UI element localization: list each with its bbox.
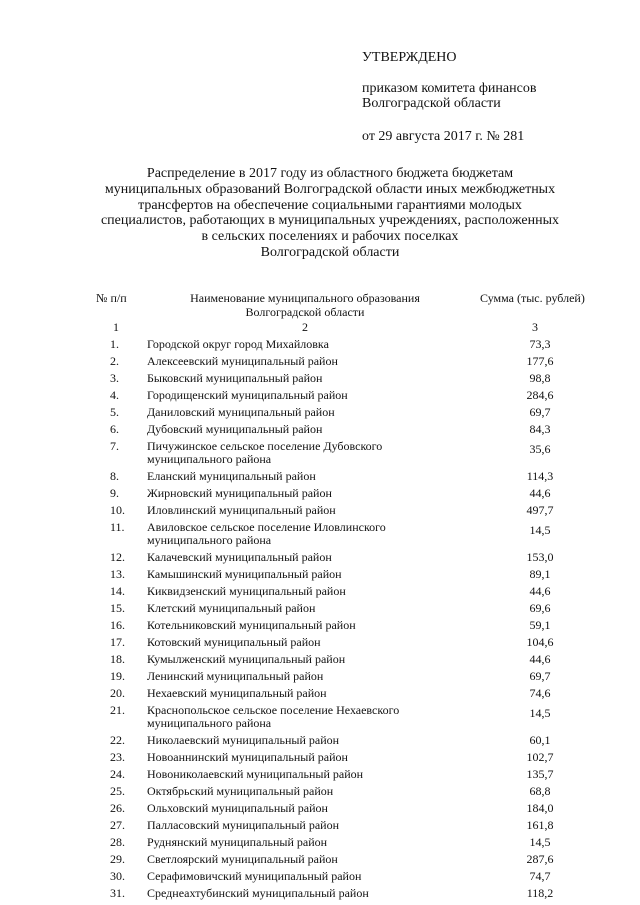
row-number: 5. (110, 405, 119, 419)
row-number: 4. (110, 388, 119, 402)
municipality-name (147, 870, 447, 883)
document-heading (70, 166, 590, 261)
row-number: 6. (110, 422, 119, 436)
municipality-name-line: Краснопольское сельское поселение Нехаевского (147, 703, 400, 717)
table-row (0, 338, 640, 355)
approval-date: от 29 августа 2017 г. № 281 (362, 129, 525, 144)
approval-title: УТВЕРЖДЕНО (362, 50, 457, 65)
municipality-name (147, 751, 447, 764)
amount-value: 98,8 (529, 371, 551, 385)
column-number-1: 1 (113, 320, 119, 334)
amount-value: 74,7 (529, 869, 551, 883)
municipality-name-line: Кумылженский муниципальный район (147, 652, 346, 666)
municipality-name (147, 568, 447, 581)
municipality-name-line: муниципального района (147, 716, 272, 730)
approval-line-2: Волгоградской области (362, 96, 501, 111)
municipality-name-line: Серафимовичский муниципальный район (147, 869, 362, 883)
column-number-2: 2 (302, 320, 308, 334)
amount-value: 69,7 (529, 669, 551, 683)
row-number: 2. (110, 354, 119, 368)
municipality-name (147, 338, 447, 351)
municipality-name-line: Даниловский муниципальный район (147, 405, 335, 419)
table-row (0, 406, 640, 423)
table-row (0, 836, 640, 853)
row-number: 25. (110, 784, 125, 798)
municipality-name-line: Алексеевский муниципальный район (147, 354, 338, 368)
row-number: 28. (110, 835, 125, 849)
heading-line: в сельских поселениях и рабочих поселках (201, 229, 459, 245)
row-number: 13. (110, 567, 125, 581)
heading-line: специалистов, работающих в муниципальных учреждениях, расположенных (100, 213, 560, 229)
amount-value: 104,6 (526, 635, 554, 649)
table-row (0, 853, 640, 870)
amount-value: 287,6 (526, 852, 554, 866)
amount-value: 135,7 (526, 767, 554, 781)
amount-value: 14,5 (529, 523, 551, 537)
municipality-name (147, 785, 447, 798)
allocation-table (0, 338, 640, 904)
municipality-name (147, 487, 447, 500)
municipality-name-line: Палласовский муниципальный район (147, 818, 339, 832)
municipality-name-line: Октябрьский муниципальный район (147, 784, 334, 798)
municipality-name-line: Николаевский муниципальный район (147, 733, 340, 747)
row-number: 20. (110, 686, 125, 700)
row-number: 27. (110, 818, 125, 832)
row-number: 29. (110, 852, 125, 866)
table-row (0, 619, 640, 636)
row-number: 18. (110, 652, 125, 666)
amount-value: 59,1 (529, 618, 551, 632)
municipality-name (147, 619, 447, 632)
amount-value: 35,6 (529, 442, 551, 456)
municipality-name (147, 768, 447, 781)
row-number: 7. (110, 439, 119, 453)
column-header-number: № п/п (96, 291, 127, 305)
table-row (0, 734, 640, 751)
municipality-name-line: Ольховский муниципальный район (147, 801, 328, 815)
table-row (0, 653, 640, 670)
amount-value: 44,6 (529, 584, 551, 598)
amount-value: 69,7 (529, 405, 551, 419)
approval-block (362, 50, 536, 144)
amount-value: 177,6 (526, 354, 554, 368)
municipality-name-line: Киквидзенский муниципальный район (147, 584, 346, 598)
row-number: 3. (110, 371, 119, 385)
column-header-name-line-1: Наименование муниципального образования (190, 291, 420, 305)
amount-value: 14,5 (529, 706, 551, 720)
amount-value: 89,1 (529, 567, 551, 581)
table-row (0, 768, 640, 785)
municipality-name (147, 372, 447, 385)
municipality-name (147, 636, 447, 649)
row-number: 16. (110, 618, 125, 632)
table-row (0, 636, 640, 653)
amount-value: 74,6 (529, 686, 551, 700)
table-row (0, 551, 640, 568)
table-row (0, 389, 640, 406)
municipality-name-line: Быковский муниципальный район (147, 371, 323, 385)
municipality-name-line: Жирновский муниципальный район (147, 486, 332, 500)
row-number: 14. (110, 584, 125, 598)
column-header-name-line-2: Волгоградской области (245, 305, 365, 319)
approval-line-1: приказом комитета финансов (362, 81, 537, 96)
municipality-name-line: Ленинский муниципальный район (147, 669, 324, 683)
row-number: 30. (110, 869, 125, 883)
amount-value: 68,8 (529, 784, 551, 798)
column-number-3: 3 (532, 320, 538, 334)
municipality-name (147, 504, 447, 517)
row-number: 9. (110, 486, 119, 500)
municipality-name-line: Новоаннинский муниципальный район (147, 750, 348, 764)
municipality-name-line: Камышинский муниципальный район (147, 567, 342, 581)
amount-value: 497,7 (526, 503, 554, 517)
amount-value: 118,2 (526, 886, 554, 900)
municipality-name-line: муниципального района (147, 452, 272, 466)
table-row (0, 704, 640, 734)
row-number: 19. (110, 669, 125, 683)
table-row (0, 504, 640, 521)
amount-value: 44,6 (529, 652, 551, 666)
municipality-name (147, 521, 447, 547)
municipality-name (147, 440, 447, 466)
amount-value: 60,1 (529, 733, 551, 747)
municipality-name (147, 853, 447, 866)
municipality-name (147, 802, 447, 815)
municipality-name (147, 585, 447, 598)
row-number: 17. (110, 635, 125, 649)
municipality-name (147, 406, 447, 419)
municipality-name-line: Котовский муниципальный район (147, 635, 321, 649)
amount-value: 84,3 (529, 422, 551, 436)
municipality-name-line: Калачевский муниципальный район (147, 550, 332, 564)
amount-value: 184,0 (526, 801, 554, 815)
municipality-name-line: Котельниковский муниципальный район (147, 618, 356, 632)
heading-line: Распределение в 2017 году из областного бюджета бюджетам (146, 166, 514, 181)
row-number: 12. (110, 550, 125, 564)
municipality-name-line: Клетский муниципальный район (147, 601, 316, 615)
row-number: 1. (110, 337, 119, 351)
municipality-name-line: Авиловское сельское поселение Иловлинского (147, 520, 386, 534)
amount-value: 114,3 (526, 469, 554, 483)
amount-value: 69,6 (529, 601, 551, 615)
municipality-name (147, 836, 447, 849)
table-row (0, 521, 640, 551)
municipality-name-line: муниципального района (147, 533, 272, 547)
table-row (0, 785, 640, 802)
municipality-name (147, 470, 447, 483)
amount-value: 284,6 (526, 388, 554, 402)
municipality-name-line: Нехаевский муниципальный район (147, 686, 327, 700)
row-number: 10. (110, 503, 125, 517)
table-row (0, 670, 640, 687)
municipality-name-line: Еланский муниципальный район (147, 469, 316, 483)
municipality-name (147, 602, 447, 615)
municipality-name (147, 887, 447, 900)
municipality-name (147, 819, 447, 832)
municipality-name (147, 704, 447, 730)
table-row (0, 585, 640, 602)
table-row (0, 870, 640, 887)
row-number: 22. (110, 733, 125, 747)
table-row (0, 802, 640, 819)
table-row (0, 423, 640, 440)
amount-value: 14,5 (529, 835, 551, 849)
municipality-name (147, 653, 447, 666)
row-number: 8. (110, 469, 119, 483)
amount-value: 44,6 (529, 486, 551, 500)
municipality-name (147, 670, 447, 683)
municipality-name-line: Городищенский муниципальный район (147, 388, 348, 402)
municipality-name-line: Иловлинский муниципальный район (147, 503, 336, 517)
municipality-name-line: Дубовский муниципальный район (147, 422, 323, 436)
table-row (0, 887, 640, 904)
municipality-name-line: Новониколаевский муниципальный район (147, 767, 364, 781)
table-row (0, 568, 640, 585)
amount-value: 153,0 (526, 550, 554, 564)
table-row (0, 819, 640, 836)
municipality-name (147, 389, 447, 402)
table-row (0, 470, 640, 487)
amount-value: 102,7 (526, 750, 554, 764)
municipality-name-line: Руднянский муниципальный район (147, 835, 328, 849)
table-row (0, 355, 640, 372)
heading-line: трансфертов на обеспечение социальными гарантиями молодых (138, 197, 522, 213)
row-number: 26. (110, 801, 125, 815)
municipality-name-line: Среднеахтубинский муниципальный район (147, 886, 369, 900)
municipality-name (147, 734, 447, 747)
table-row (0, 372, 640, 389)
municipality-name (147, 355, 447, 368)
column-header-sum: Сумма (тыс. рублей) (480, 291, 585, 305)
row-number: 31. (110, 886, 125, 900)
municipality-name (147, 687, 447, 700)
table-row (0, 440, 640, 470)
row-number: 21. (110, 703, 125, 717)
heading-line: муниципальных образований Волгоградской области иных межбюджетных (104, 181, 556, 197)
municipality-name (147, 423, 447, 436)
municipality-name (147, 551, 447, 564)
row-number: 11. (110, 520, 125, 534)
table-row (0, 487, 640, 504)
table-row (0, 687, 640, 704)
amount-value: 73,3 (529, 337, 551, 351)
row-number: 15. (110, 601, 125, 615)
municipality-name-line: Городской округ город Михайловка (147, 337, 329, 351)
table-row (0, 602, 640, 619)
amount-value: 161,8 (526, 818, 554, 832)
heading-line: Волгоградской области (260, 244, 400, 260)
table-row (0, 751, 640, 768)
municipality-name-line: Пичужинское сельское поселение Дубовского (147, 439, 383, 453)
municipality-name-line: Светлоярский муниципальный район (147, 852, 338, 866)
row-number: 24. (110, 767, 125, 781)
row-number: 23. (110, 750, 125, 764)
column-header-name (170, 291, 440, 319)
